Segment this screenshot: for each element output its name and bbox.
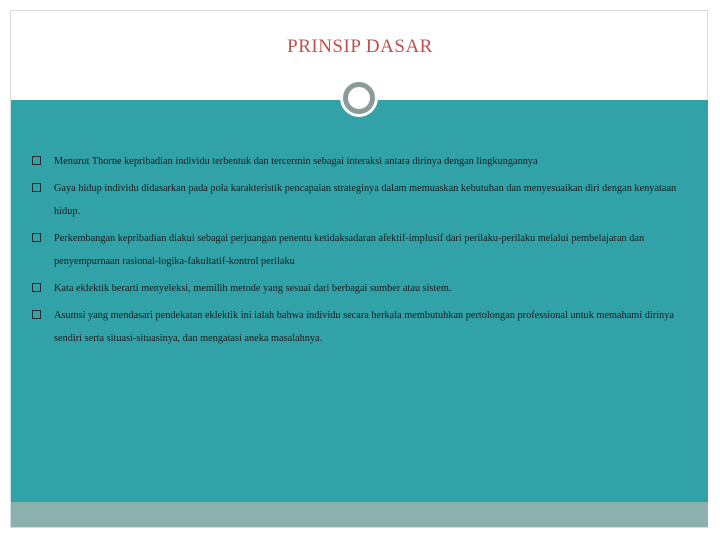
bullet-list	[32, 150, 682, 354]
bullet-item	[32, 177, 682, 223]
bullet-text: Menurut Thorne kepribadian individu terbentuk dan tercermin sebagai interaksi antara dirinya dengan lingkungannya	[54, 156, 538, 167]
square-bullet-icon	[32, 310, 41, 319]
slide-title: PRINSIP DASAR	[287, 36, 433, 57]
ring-icon	[343, 82, 375, 114]
square-bullet-icon	[32, 183, 41, 192]
bullet-item	[32, 150, 682, 173]
square-bullet-icon	[32, 233, 41, 242]
bullet-text: Gaya hidup individu didasarkan pada pola karakteristik pencapaian strateginya dalam memuaskan kebutuhan dan menyesuaikan diri dengan kenyataan hidup.	[54, 183, 677, 217]
bullet-item	[32, 227, 682, 273]
circle-ornament-icon	[340, 79, 378, 117]
bullet-item	[32, 304, 682, 350]
square-bullet-icon	[32, 156, 41, 165]
bullet-text: Kata eklektik berarti menyeleksi, memilih metode yang sesuai dari berbagai sumber atau sistem.	[54, 283, 452, 294]
bullet-item	[32, 277, 682, 300]
footer-band	[11, 502, 708, 527]
square-bullet-icon	[32, 283, 41, 292]
bullet-text: Asumsi yang mendasari pendekatan eklektik ini ialah bahwa individu secara berkala membutuhkan pertolongan professional untuk memahami dirinya sendiri serta situasi-situasinya, dan mengatasi aneka masalahnya.	[54, 310, 674, 344]
bullet-text: Perkembangan kepribadian diakui sebagai perjuangan penentu ketidaksadaran afektif-implusif dari perilaku-perilaku melalui pembelajaran dan penyempurnaan rasional-logika-fakultatif-kontrol perilaku	[54, 233, 645, 267]
